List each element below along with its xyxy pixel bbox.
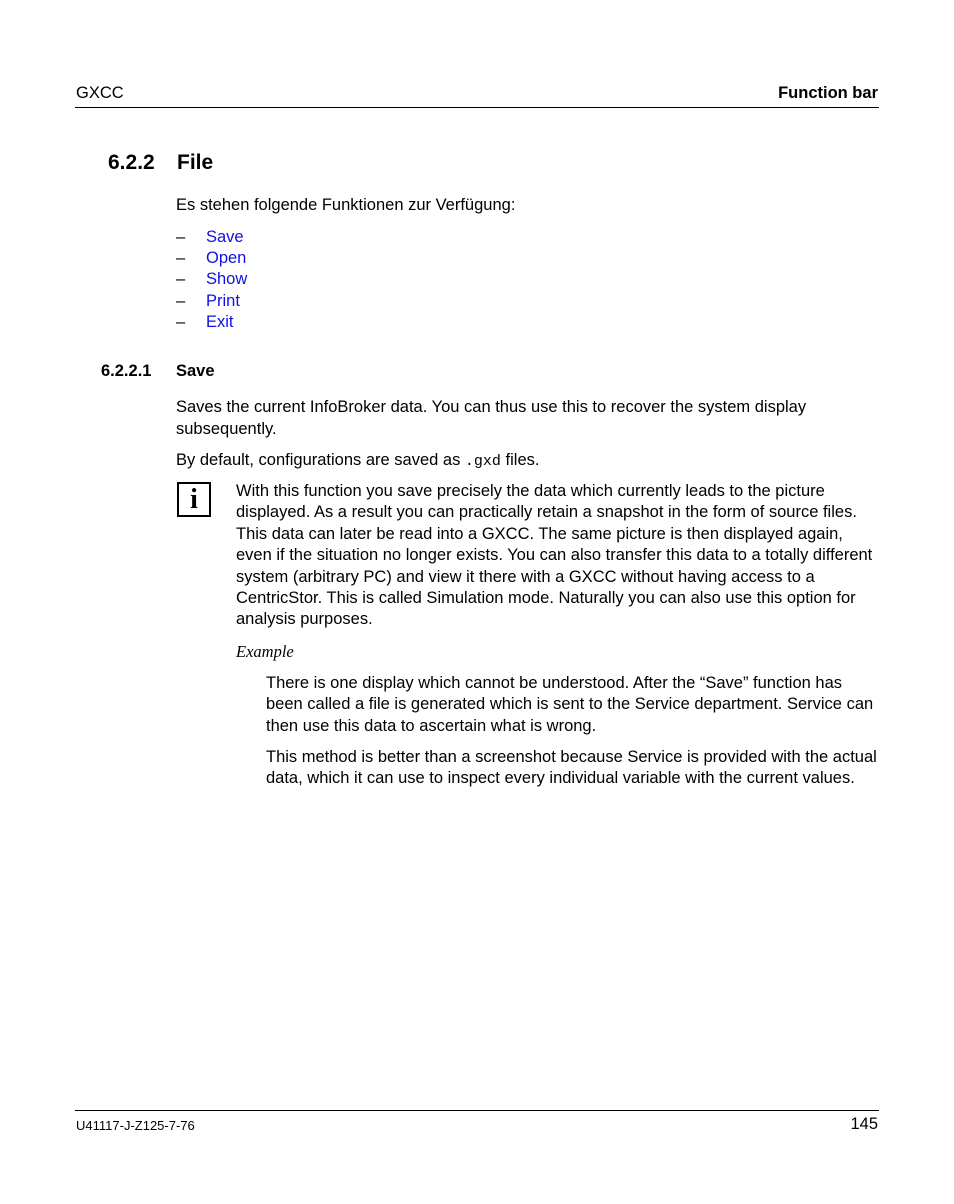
link-print[interactable]: Print	[206, 291, 240, 310]
save-description: Saves the current InfoBroker data. You can thus use this to recover the system display subsequently.	[176, 398, 807, 438]
list-item: – Open	[176, 249, 247, 268]
section-number: 6.2.2	[108, 151, 155, 174]
page-number: 145	[850, 1115, 878, 1133]
running-header-section: Function bar	[778, 84, 878, 102]
file-extension-code: .gxd	[464, 453, 501, 470]
section-heading	[108, 151, 213, 175]
section-title: File	[177, 151, 214, 174]
list-item: – Save	[176, 228, 244, 246]
footer-divider	[75, 1110, 879, 1111]
example-paragraph: This method is better than a screenshot because Service is provided with the actual data, which it can use to inspect every individual variable with the current values.	[266, 748, 877, 788]
list-item: – Show	[176, 270, 248, 289]
subsection-heading	[101, 362, 215, 381]
info-note: With this function you save precisely the data which currently leads to the picture displayed. As a result you can practically retain a snapshot in the form of source files. This data can later be read into a GXCC. The same picture is then displayed again, even if the situation no longer exists. You can also transfer this data to a totally different system (arbitrary PC) and view it there with a GXCC without having access to a CentricStor. This is called Simulation mode. Naturally you can also use this option for analysis purposes.	[236, 482, 873, 629]
function-list	[176, 227, 247, 333]
save-default-format: By default, configurations are saved as .gxd files.	[176, 451, 540, 470]
running-header-title: GXCC	[76, 84, 124, 102]
header-divider	[75, 107, 879, 108]
list-item: – Exit	[176, 312, 234, 331]
document-id: U41117-J-Z125-7-76	[76, 1118, 195, 1133]
link-exit[interactable]: Exit	[206, 312, 234, 331]
intro-paragraph: Es stehen folgende Funktionen zur Verfügung:	[176, 196, 516, 214]
subsection-title: Save	[176, 362, 215, 380]
example-label: Example	[236, 642, 294, 661]
example-paragraph: There is one display which cannot be understood. After the “Save” function has been called a file is generated which is sent to the Service department. Service can then use this data to ascertain what is wrong.	[266, 674, 874, 735]
list-item: – Print	[176, 291, 240, 310]
link-show[interactable]: Show	[206, 270, 248, 289]
info-icon: i	[177, 482, 211, 517]
subsection-number: 6.2.2.1	[101, 362, 152, 380]
link-save[interactable]: Save	[206, 228, 244, 246]
link-open[interactable]: Open	[206, 249, 247, 268]
